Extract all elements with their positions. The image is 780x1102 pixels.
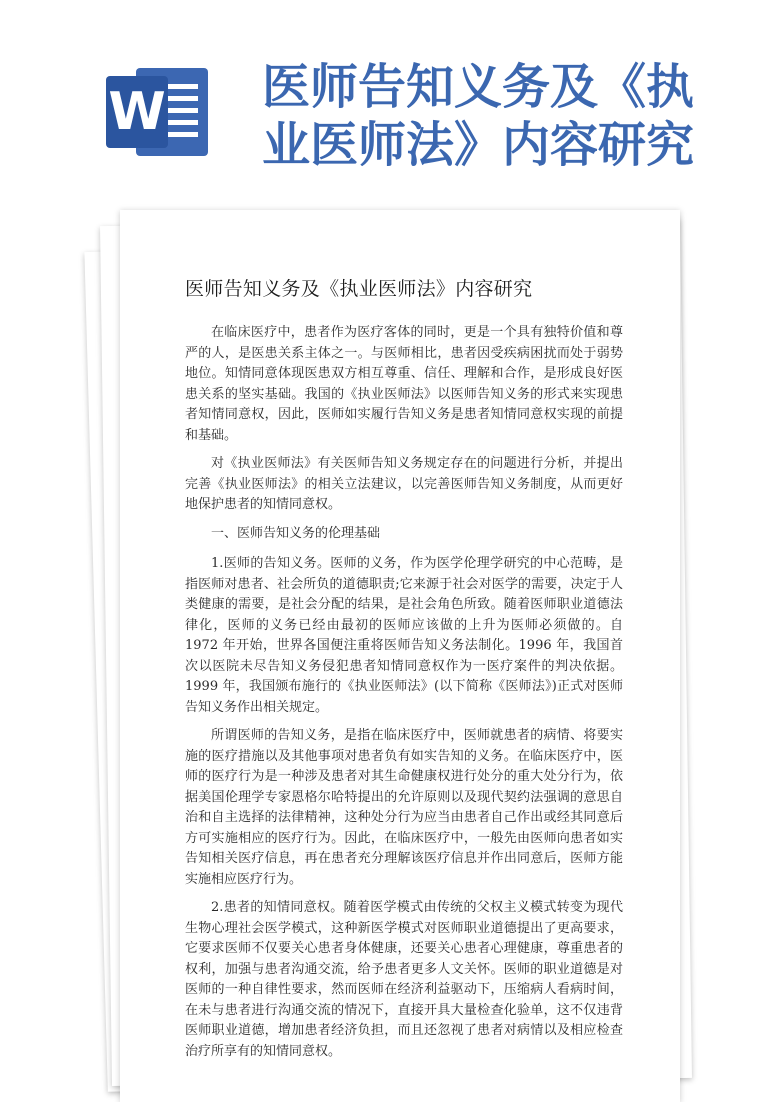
section-heading: 一、医师告知义务的伦理基础 — [211, 525, 381, 541]
paragraph: 2.患者的知情同意权。随着医学模式由传统的父权主义模式转变为现代生物心理社会医学模式，这种新医学模式对医师职业道德提出了更高要求，它要求医师不仅要关心患者身体健康，还要关心患者心理健康，尊重患者的权利，加强与患者沟通交流，给予患者更多人文关怀。医师的职业道德是对医师的一种自律性要求，然而医师在经济利益驱动下，压缩病人看病时间，在未与患者进行沟通交流的情况下，直接开具大量检查化验单，这不仅违背医师职业道德，增加患者经济负担，而且还忽视了患者对病情以及相应检查治疗所享有的知情同意权。 — [185, 900, 623, 1059]
paragraph: 1.医师的告知义务。医师的义务，作为医学伦理学研究的中心范畴，是指医师对患者、社会所负的道德职责;它来源于社会对医学的需要，决定于人类健康的需要，是社会分配的结果，是社会角色所致。随着医师职业道德法律化，医师的义务已经由最初的医师应该做的上升为医师必须做的。自 1972 年开始，世界各国便注重将医师告知义务法制化。1996 年，我国首次以医院未尽告知义务侵犯患者知情同意权作为一医疗案件的判决依据。1999 年，我国颁布施行的《执业医师法》(以下简称《医师法》)正式对医师告知义务作出相关规定。 — [185, 556, 623, 715]
document-page — [120, 210, 680, 1102]
banner-title: 医师告知义务及《执业医师法》内容研究 — [262, 59, 695, 173]
paragraph: 对《执业医师法》有关医师告知义务规定存在的问题进行分析，并提出完善《执业医师法》的相关立法建议，以完善医师告知义务制度，从而更好地保护患者的知情同意权。 — [185, 456, 623, 512]
word-document-icon — [106, 66, 210, 158]
word-letter-tile: W — [106, 76, 168, 148]
document-body — [185, 323, 623, 1070]
paragraph: 在临床医疗中，患者作为医疗客体的同时，更是一个具有独特价值和尊严的人，是医患关系主体之一。与医师相比，患者因受疾病困扰而处于弱势地位。知情同意体现医患双方相互尊重、信任、理解和合作，是形成良好医患关系的坚实基础。我国的《执业医师法》以医师告知义务的形式来实现患者知情同意权，因此，医师如实履行告知义务是患者知情同意权实现的前提和基础。 — [185, 325, 623, 443]
paragraph: 所谓医师的告知义务，是指在临床医疗中，医师就患者的病情、将要实施的医疗措施以及其他事项对患者负有如实告知的义务。在临床医疗中，医师的医疗行为是一种涉及患者对其生命健康权进行处分的重大处分行为，依据美国伦理学专家恩格尔哈特提出的允许原则以及现代契约法强调的意思自治和自主选择的法律精神，这种处分行为应当由患者自己作出或经其同意后方可实施相应的医疗行为。因此，在临床医疗中，一般先由医师向患者如实告知相关医疗信息，再在患者充分理解该医疗信息并作出同意后，医师方能实施相应医疗行为。 — [185, 728, 623, 887]
header-banner — [0, 0, 780, 205]
document-title: 医师告知义务及《执业医师法》内容研究 — [185, 278, 533, 300]
